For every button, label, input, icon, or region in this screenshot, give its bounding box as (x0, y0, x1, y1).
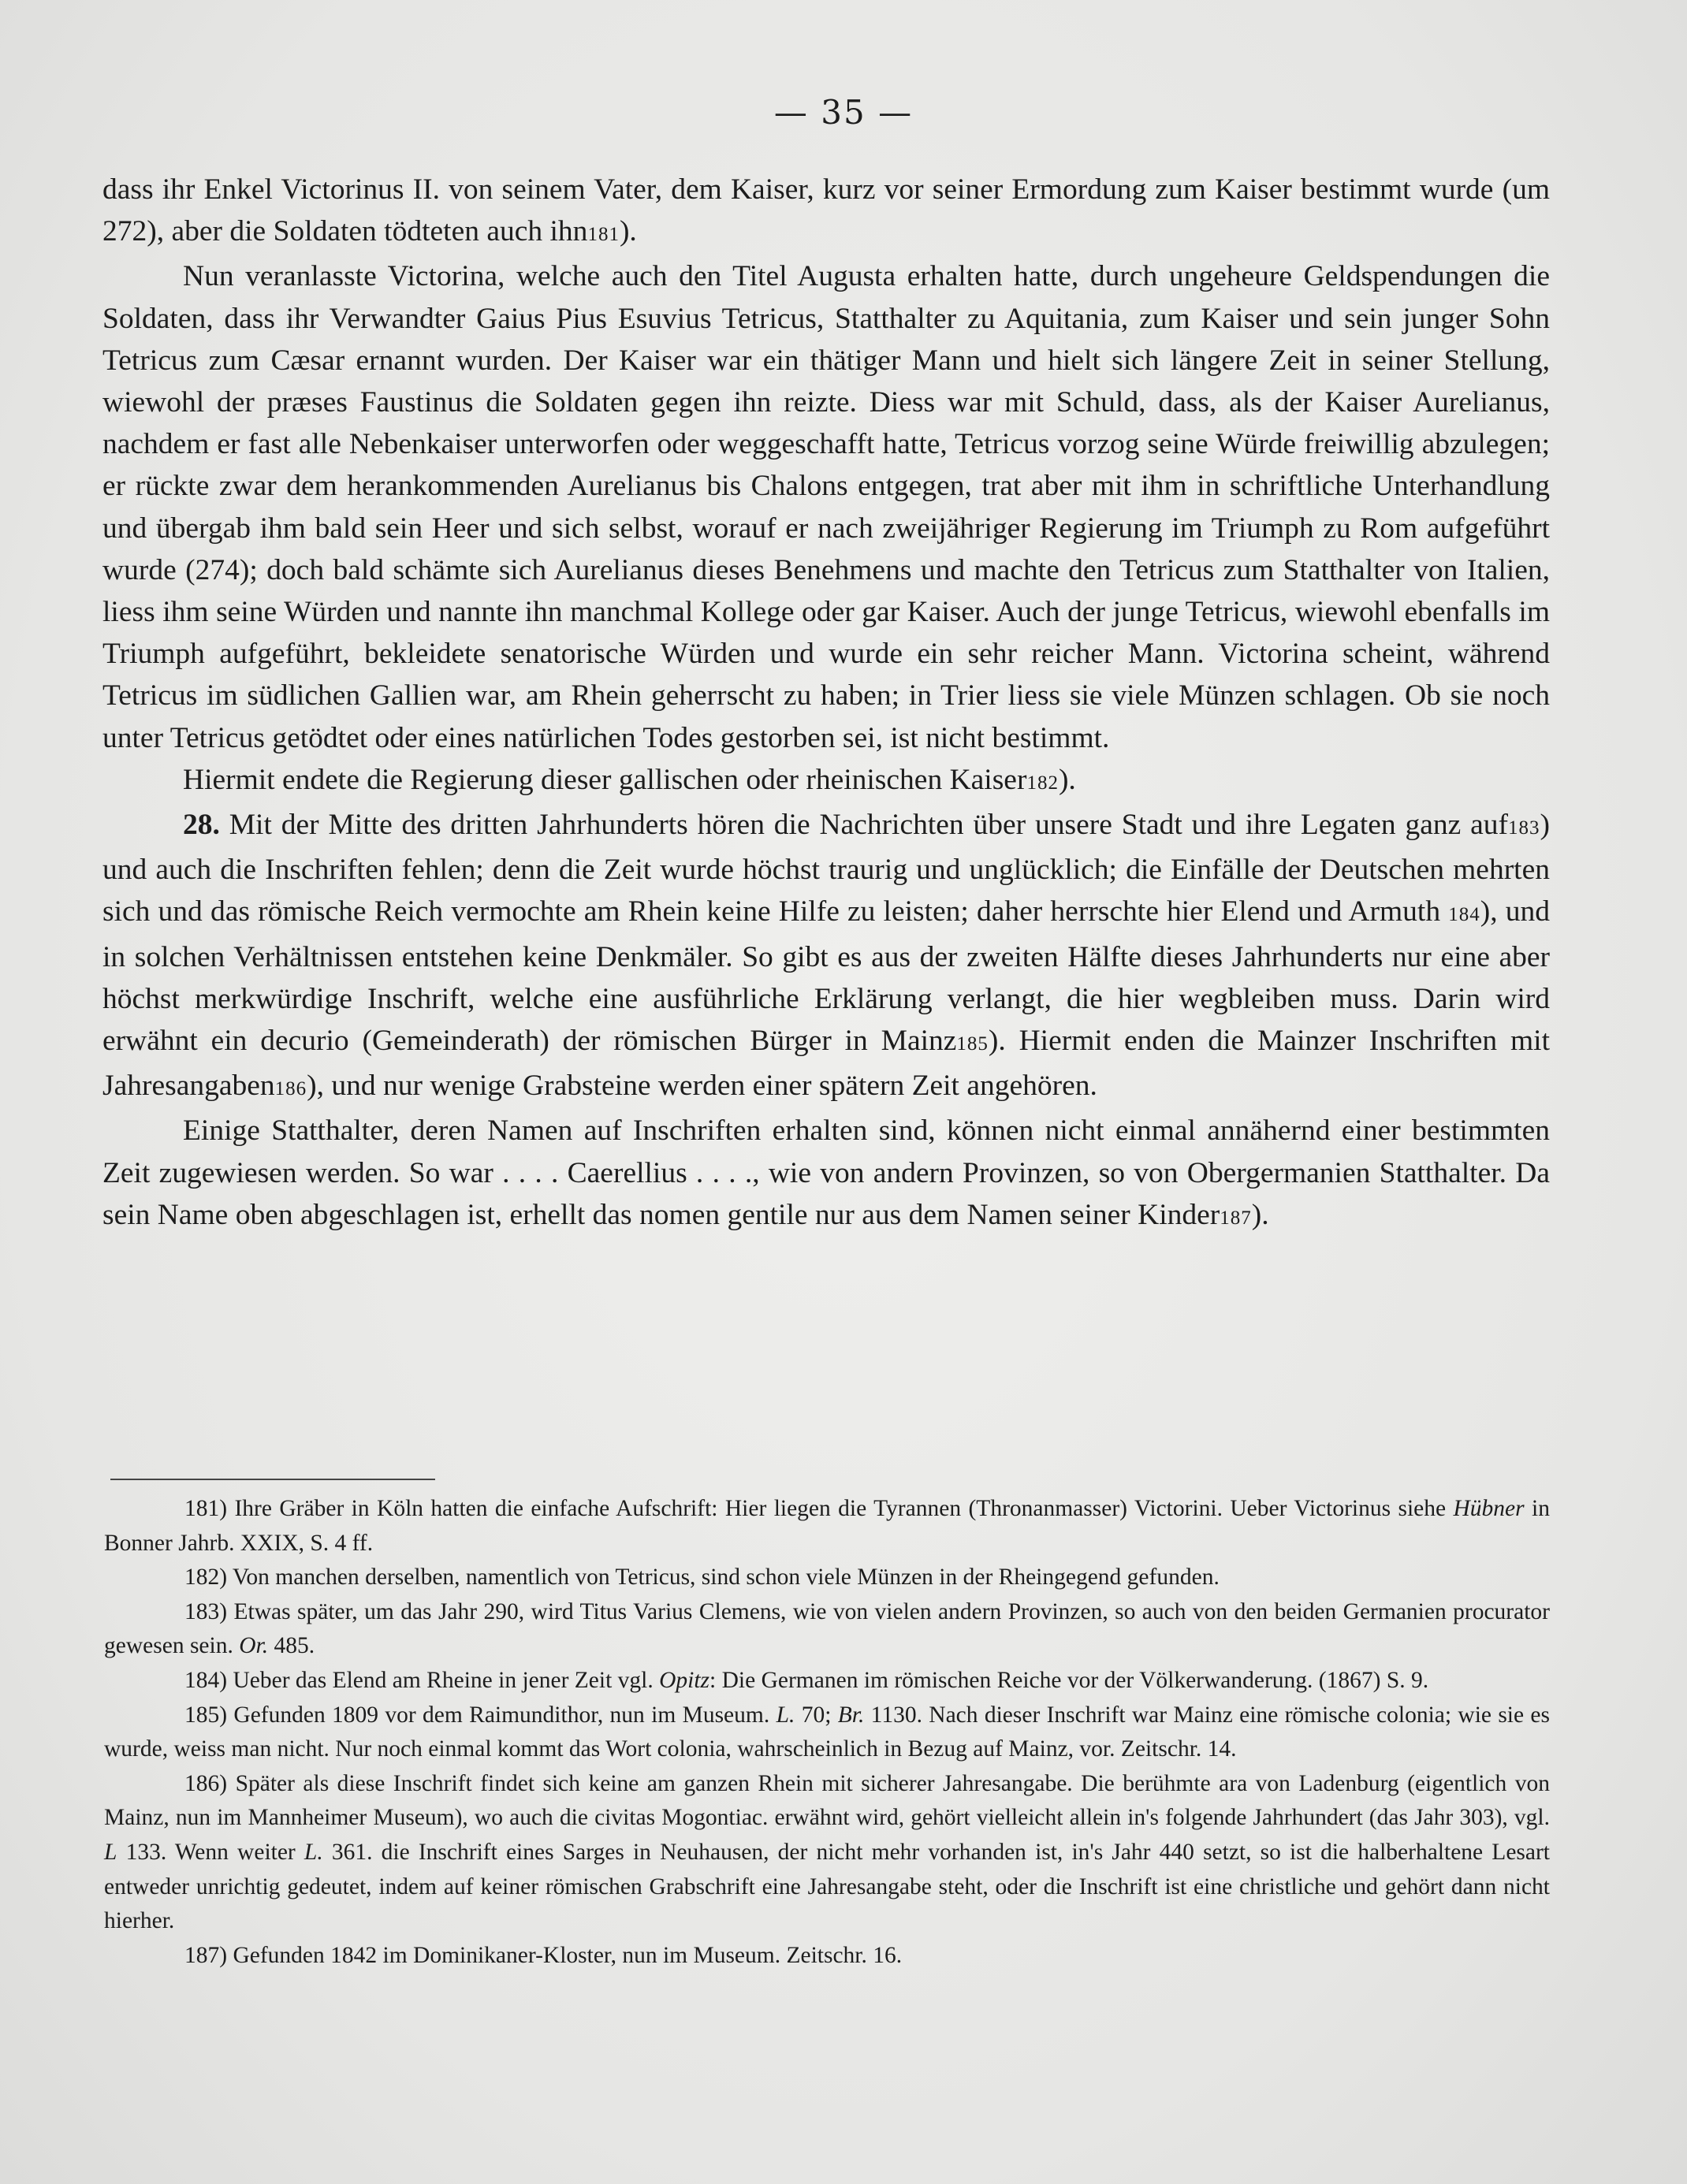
footnote-divider (110, 1479, 435, 1480)
text-run: Einige Statthalter, deren Namen auf Inschriften erhalten sind, können nicht einmal annähernd einer bestimmten Zeit zugewiesen werden. So war . . . . Caerellius . . . ., wie von andern Provinzen, so von Obergermanien Statthalter. Da sein Name oben abgeschlagen ist, erhellt das nomen gentile nur aus dem Namen seiner Kinder (102, 1114, 1550, 1231)
text-run: ). Hiermit enden die Mainzer Inschriften mit Jahresangaben (102, 1025, 1550, 1103)
text-run: 1130. Nach dieser Inschrift war Mainz eine römische colonia; wie sie es wurde, weiss man nicht. Nur noch einmal kommt das Wort colonia, wahrscheinlich in Bezug auf Mainz, vor. Zeitschr. 14. (104, 1702, 1550, 1762)
footnote-reference: 185 (956, 1033, 989, 1055)
paragraph (102, 804, 1550, 1110)
italic-text: L. (304, 1839, 323, 1865)
italic-text: Br. (837, 1702, 865, 1728)
footnote-reference: 186 (274, 1078, 307, 1100)
text-run: ), und nur wenige Grabsteine werden einer spätern Zeit angehören. (307, 1070, 1097, 1103)
footnote (104, 1595, 1550, 1664)
main-text (102, 169, 1550, 1239)
text-run: ). (1058, 763, 1076, 796)
text-run: 182) Von manchen derselben, namentlich von Tetricus, sind schon viele Münzen in der Rheingegend gefunden. (184, 1565, 1220, 1591)
footnote-reference: 187 (1220, 1207, 1252, 1229)
text-run: 184) Ueber das Elend am Rheine in jener Zeit vgl. (184, 1667, 660, 1693)
text-run: ), und in solchen Verhältnissen entstehen keine Denkmäler. So gibt es aus der zweiten Hälfte dieses Jahrhunderts nur eine aber höchst merkwürdige Inschrift, welche eine ausführliche Erklärung verlangt, die hier wegbleiben muss. Darin wird erwähnt ein decurio (Gemeinderath) der römischen Bürger in Mainz (102, 895, 1550, 1058)
text-run: 485. (268, 1633, 315, 1659)
italic-text: Opitz (659, 1667, 710, 1693)
footnote (104, 1561, 1550, 1595)
text-run: 70; (795, 1702, 838, 1728)
paragraph (102, 255, 1550, 758)
text-run: ). (1251, 1198, 1269, 1231)
footnotes (104, 1492, 1550, 1973)
italic-text: L. (776, 1702, 795, 1728)
footnote (104, 1767, 1550, 1939)
italic-text: Hübner (1453, 1496, 1525, 1521)
text-run: ) und auch die Inschriften fehlen; denn die Zeit wurde höchst traurig und unglücklich; die Einfälle der Deutschen mehrten sich und das römische Reich vermochte am Rhein keine Hilfe zu leisten; daher herrschte hier Elend und Armuth (102, 809, 1550, 928)
text-run: 185) Gefunden 1809 vor dem Raimundithor, nun im Museum. (184, 1702, 776, 1728)
paragraph (102, 759, 1550, 804)
paragraph (102, 1110, 1550, 1239)
footnote (104, 1492, 1550, 1561)
text-run: 181) Ihre Gräber in Köln hatten die einfache Aufschrift: Hier liegen die Tyrannen (Thronanmasser) Victorini. Ueber Victorinus siehe (184, 1496, 1454, 1521)
text-run: 187) Gefunden 1842 im Dominikaner-Kloster, nun im Museum. Zeitschr. 16. (184, 1942, 903, 1968)
footnote-reference: 183 (1508, 817, 1540, 839)
footnote-reference: 182 (1026, 772, 1059, 794)
text-run: 133. Wenn weiter (117, 1839, 304, 1865)
text-run: 361. die Inschrift eines Sarges in Neuhausen, der nicht mehr vorhanden ist, in's Jahr 440 setzt, so ist die halberhaltene Lesart entweder unrichtig gedeutet, indem auf keiner römischen Grabschrift eine Jahresangabe steht, oder die Inschrift ist eine christliche und gehört dann nicht hierher. (104, 1839, 1551, 1934)
italic-text: L (104, 1839, 117, 1865)
page-number: — 35 — (773, 93, 914, 132)
text-run: Nun veranlasste Victorina, welche auch den Titel Augusta erhalten hatte, durch ungeheure Geldspendungen die Soldaten, dass ihr Verwandter Gaius Pius Esuvius Tetricus, Statthalter zu Aquitania, zum Kaiser und sein junger Sohn Tetricus zum Cæsar ernannt wurden. Der Kaiser war ein thätiger Mann und hielt sich längere Zeit in seiner Stellung, wiewohl der præses Faustinus die Soldaten gegen ihn reizte. Diess war mit Schuld, dass, als der Kaiser Aurelianus, nachdem er fast alle Nebenkaiser unterworfen oder weggeschafft hatte, Tetricus vorzog seine Würde freiwillig abzulegen; er rückte zwar dem herankommenden Aurelianus bis Chalons entgegen, trat aber mit ihm in schriftliche Unterhandlung und übergab ihm bald sein Heer und sich selbst, worauf er nach zweijähriger Regierung im Triumph zu Rom aufgeführt wurde (274); doch bald schämte sich Aurelianus dieses Benehmens und machte den Tetricus zum Statthalter von Italien, liess ihm seine Würden und nannte ihn manchmal Kollege oder gar Kaiser. Auch der junge Tetricus, wiewohl ebenfalls im Triumph aufgeführt, bekleidete senatorische Würden und wurde ein sehr reicher Mann. Victorina scheint, während Tetricus im südlichen Gallien war, am Rhein geherrscht zu haben; in Trier liess sie viele Münzen schlagen. Ob sie noch unter Tetricus getödtet oder eines natürlichen Todes gestorben sei, ist nicht bestimmt. (102, 260, 1550, 754)
footnote (104, 1939, 1550, 1974)
footnote (104, 1664, 1550, 1698)
text-run: in Bonner Jahrb. XXIX, S. 4 ff. (104, 1496, 1550, 1556)
text-run: dass ihr Enkel Victorinus II. von seinem Vater, dem Kaiser, kurz vor seiner Ermordung zum Kaiser bestimmt wurde (um 272), aber die Soldaten tödteten auch ihn (102, 173, 1550, 248)
text-run: 186) Später als diese Inschrift findet sich keine am ganzen Rhein mit sicherer Jahresangabe. Die berühmte ara von Ladenburg (eigentlich von Mainz, nun im Mannheimer Museum), wo auch die civitas Mogontiac. erwähnt wird, gehört vielleicht allein in's folgende Jahrhundert (das Jahr 303), vgl. (104, 1770, 1550, 1831)
footnote-reference: 184 (1448, 904, 1480, 926)
section-number: 28. (183, 809, 220, 842)
italic-text: Or. (239, 1633, 269, 1659)
paragraph (102, 169, 1550, 255)
footnote-reference: 181 (587, 224, 620, 246)
text-run: Hiermit endete die Regierung dieser gallischen oder rheinischen Kaiser (183, 763, 1027, 796)
text-run: : Die Germanen im römischen Reiche vor der Völkerwanderung. (1867) S. 9. (709, 1667, 1429, 1693)
footnote (104, 1698, 1550, 1767)
text-run: Mit der Mitte des dritten Jahrhunderts hören die Nachrichten über unsere Stadt und ihre Legaten ganz auf (219, 809, 1508, 842)
text-run: ). (619, 215, 637, 248)
text-run: 183) Etwas später, um das Jahr 290, wird Titus Varius Clemens, wie von vielen andern Provinzen, so auch von den beiden Germanien procurator gewesen sein. (104, 1598, 1550, 1659)
